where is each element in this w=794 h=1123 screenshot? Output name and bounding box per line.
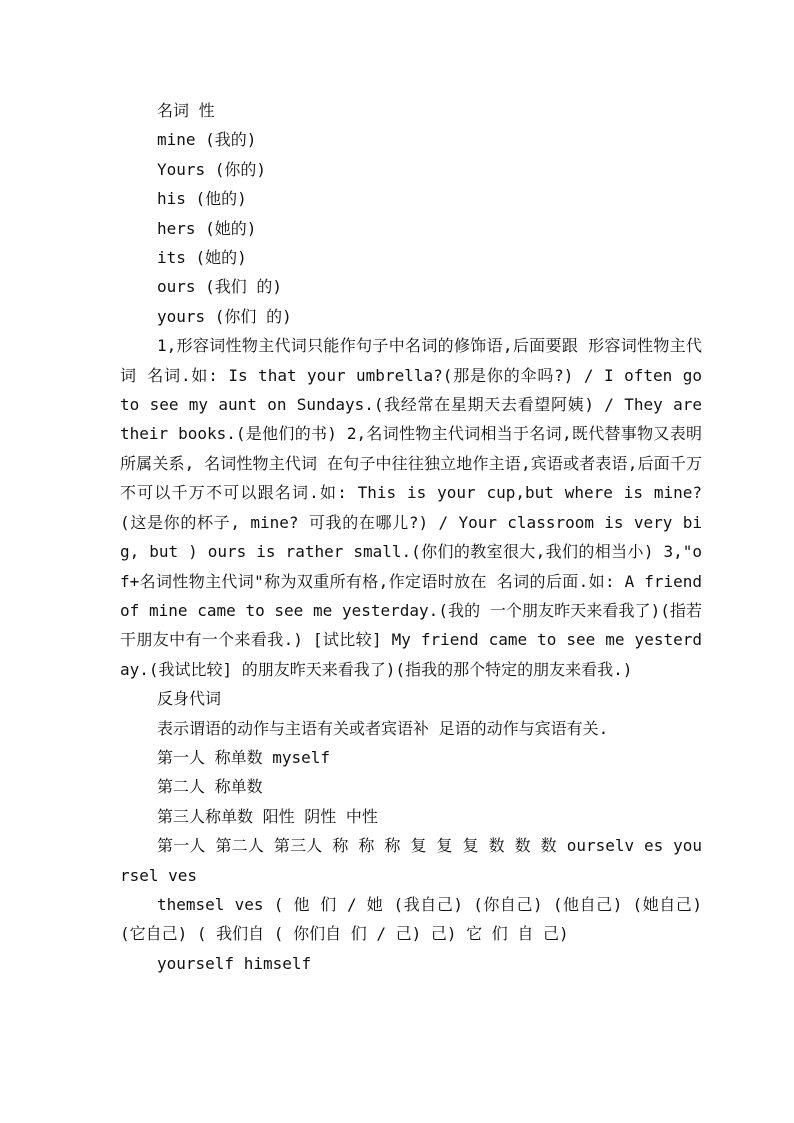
yourself-himself-line: yourself himself <box>157 953 312 973</box>
document-body <box>120 96 702 978</box>
second-person-singular-line: 第二人 称单数 <box>157 777 263 797</box>
pronoun-line-ours: ours (我们 的) <box>157 277 283 297</box>
pronoun-line-mine: mine (我的) <box>157 130 257 150</box>
pronoun-line-yours: Yours (你的) <box>157 159 267 179</box>
reflexive-definition: 表示谓语的动作与主语有关或者宾语补 足语的动作与宾语有关. <box>157 718 609 738</box>
plural-reflexive-line: 第一人 第二人 第三人 称 称 称 复 复 复 数 数 数 ourselv es yoursel ves <box>120 836 702 885</box>
possessive-heading: 名词 性 <box>157 101 215 120</box>
possessive-explanation-paragraph: 1,形容词性物主代词只能作句子中名词的修饰语,后面要跟 形容词性物主代词 名词.如: Is that your umbrella?(那是你的伞吗?) / I often go to see my aunt on Sundays.(我经常在星期天去看望阿姨) / They are their books.(是他们的书) 2,名词性物主代词相当于名词,既代替事物又表明所属关系, 名词性物主代词 在句子中往往独立地作主语,宾语或者表语,后面千万不可以千万不可以跟名词.如: This is your cup,but where is mine?(这是你的杯子, mine? 可我的在哪儿?) / Your classroom is very big, but ) ours is rather small.(你们的教室很大,我们的相当小) 3,"of+名词性物主代词"称为双重所有格,作定语时放在 名词的后面.如: A friend of mine came to see me yesterday.(我的 一个朋友昨天来看我了)(指若干朋友中有一个来看我.) [试比较] My friend came to see me yesterday.(我试比较] 的朋友昨天来看我了)(指我的那个特定的朋友来看我.) <box>120 336 702 679</box>
themselves-line: themsel ves ( 他 们 / 她 (我自己) (你自己) (他自己) (她自己) (它自己) ( 我们自 ( 你们自 们 / 己) 己) 它 们 自 己) <box>120 894 702 944</box>
pronoun-line-its: its (她的) <box>157 248 247 268</box>
third-person-singular-line: 第三人称单数 阳性 阴性 中性 <box>157 806 378 826</box>
reflexive-heading: 反身代词 <box>157 689 222 709</box>
pronoun-line-his: his (他的) <box>157 189 247 209</box>
pronoun-line-yours-plural: yours (你们 的) <box>157 306 292 326</box>
first-person-singular-line: 第一人 称单数 myself <box>157 747 331 767</box>
pronoun-line-hers: hers (她的) <box>157 218 257 238</box>
